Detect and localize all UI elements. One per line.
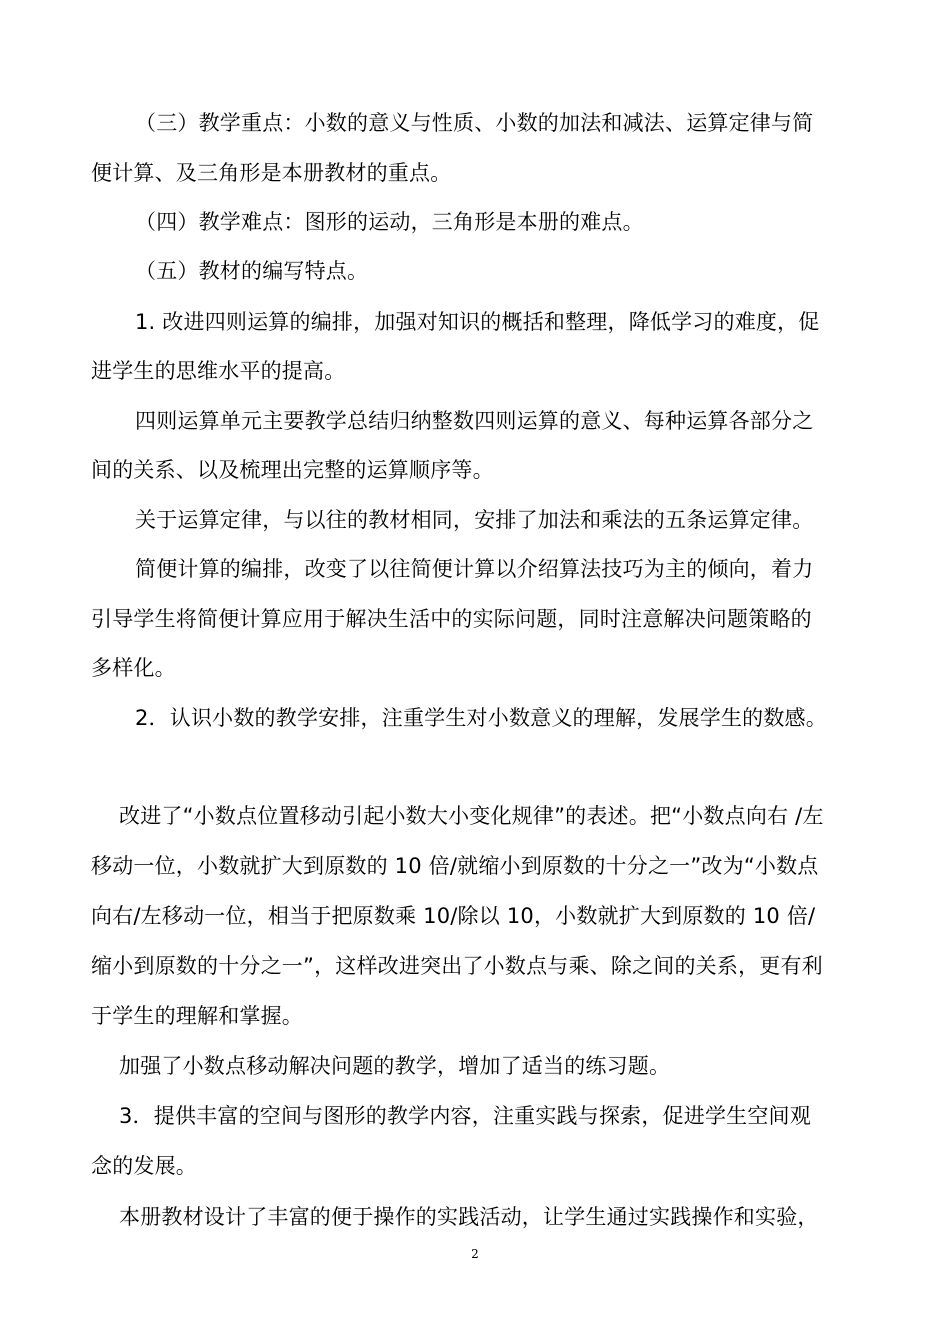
text-line: 2．认识小数的教学安排，注重学生对小数意义的理解，发展学生的数感。 [135,706,827,730]
page-number: 2 [471,1247,479,1261]
text-line: 1. 改进四则运算的编排，加强对知识的概括和整理，降低学习的难度，促 [135,310,820,334]
text-line: 于学生的理解和掌握。 [91,1004,303,1028]
text-line: 进学生的思维水平的提高。 [91,359,346,383]
text-line: 关于运算定律，与以往的教材相同，安排了加法和乘法的五条运算定律。 [135,508,814,532]
text-line: （五）教材的编写特点。 [135,259,369,283]
text-line: 多样化。 [91,656,176,680]
text-line: 四则运算单元主要教学总结归纳整数四则运算的意义、每种运算各部分之 [135,409,814,433]
text-line: 本册教材设计了丰富的便于操作的实践活动，让学生通过实践操作和实验， [119,1205,819,1229]
text-line: 3．提供丰富的空间与图形的教学内容，注重实践与探索，促进学生空间观 [119,1104,811,1128]
text-line: 缩小到原数的十分之一”，这样改进突出了小数点与乘、除之间的关系，更有利 [91,954,823,978]
text-line: 向右/左移动一位，相当于把原数乘 10/除以 10，小数就扩大到原数的 10 倍/ [91,904,816,928]
text-line: 移动一位，小数就扩大到原数的 10 倍/就缩小到原数的十分之一”改为“小数点 [91,854,819,878]
text-line: （四）教学难点：图形的运动，三角形是本册的难点。 [135,210,644,234]
text-line: 引导学生将简便计算应用于解决生活中的实际问题，同时注意解决问题策略的 [91,607,812,631]
text-line: 便计算、及三角形是本册教材的重点。 [91,161,452,185]
text-line: （三）教学重点：小数的意义与性质、小数的加法和减法、运算定律与简 [135,111,814,135]
text-line: 念的发展。 [91,1154,197,1178]
text-line: 加强了小数点移动解决问题的教学，增加了适当的练习题。 [119,1054,671,1078]
text-line: 改进了“小数点位置移动引起小数大小变化规律”的表述。把“小数点向右 /左 [119,804,824,828]
text-line: 间的关系、以及梳理出完整的运算顺序等。 [91,458,494,482]
text-line: 简便计算的编排，改变了以往简便计算以介绍算法技巧为主的倾向，着力 [135,557,814,581]
